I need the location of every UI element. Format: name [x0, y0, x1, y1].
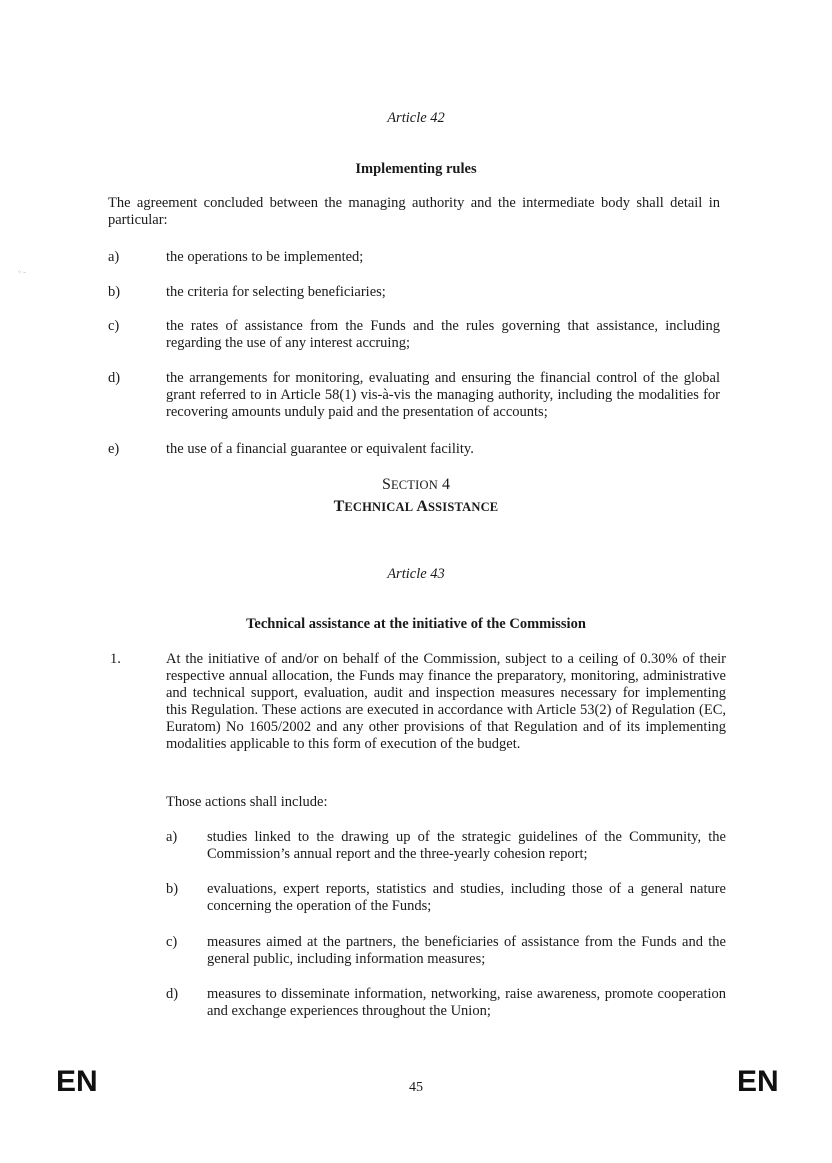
list-item-text: the rates of assistance from the Funds and the rules governing that assistance, including regarding the use of any interest accruing; [166, 318, 720, 351]
list-item-label: a) [108, 249, 120, 265]
actions-intro: Those actions shall include: [166, 794, 328, 810]
list-item-text: evaluations, expert reports, statistics and studies, including those of a general nature concerning the operation of the Funds; [207, 881, 726, 914]
list-item-label: b) [108, 284, 121, 300]
list-item-text: the criteria for selecting beneficiaries; [166, 284, 386, 300]
section-number: SECTION 4 [382, 476, 450, 493]
list-item-text: the operations to be implemented; [166, 249, 364, 265]
list-item-text: measures aimed at the partners, the beneficiaries of assistance from the Funds and the general public, including information measures; [207, 934, 726, 967]
list-item-text: the arrangements for monitoring, evaluating and ensuring the financial control of the global grant referred to in Article 58(1) vis-à-vis the managing authority, including the modalities for recovering amounts unduly paid and the presentation of accounts; [166, 370, 720, 420]
list-item-label: d) [166, 986, 179, 1002]
article-43-title: Technical assistance at the initiative of the Commission [246, 616, 586, 632]
paragraph-number: 1. [110, 651, 121, 667]
list-item-text: the use of a financial guarantee or equivalent facility. [166, 441, 474, 457]
scan-speck: ⁘·- [17, 270, 27, 276]
article-42-title: Implementing rules [355, 161, 477, 177]
language-code-right: EN [737, 1065, 779, 1098]
list-item-label: e) [108, 441, 120, 457]
article-42-heading: Article 42 [387, 110, 445, 126]
page-number: 45 [409, 1080, 423, 1095]
section-title: TECHNICAL ASSISTANCE [333, 498, 499, 515]
list-item-label: a) [166, 829, 178, 845]
list-item-label: c) [108, 318, 120, 334]
article-43-heading: Article 43 [387, 566, 445, 582]
list-item-label: d) [108, 370, 121, 386]
article-42-intro: The agreement concluded between the managing authority and the intermediate body shall detail in particular: [108, 195, 720, 228]
list-item-text: studies linked to the drawing up of the strategic guidelines of the Community, the Commission’s annual report and the three-yearly cohesion report; [207, 829, 726, 862]
list-item-label: c) [166, 934, 178, 950]
list-item-label: b) [166, 881, 179, 897]
article-43-paragraph-1: At the initiative of and/or on behalf of the Commission, subject to a ceiling of 0.30% of their respective annual allocation, the Funds may finance the preparatory, monitoring, administrative and technical support, evaluation, audit and inspection measures necessary for implementing this Regulation. These actions are executed in accordance with Article 53(2) of Regulation (EC, Euratom) No 1605/2002 and any other provisions of that Regulation and of its implementing modalities applicable to this form of execution of the budget. [166, 651, 726, 752]
list-item-text: measures to disseminate information, networking, raise awareness, promote cooperation and exchange experiences throughout the Union; [207, 986, 726, 1019]
language-code-left: EN [56, 1065, 98, 1098]
